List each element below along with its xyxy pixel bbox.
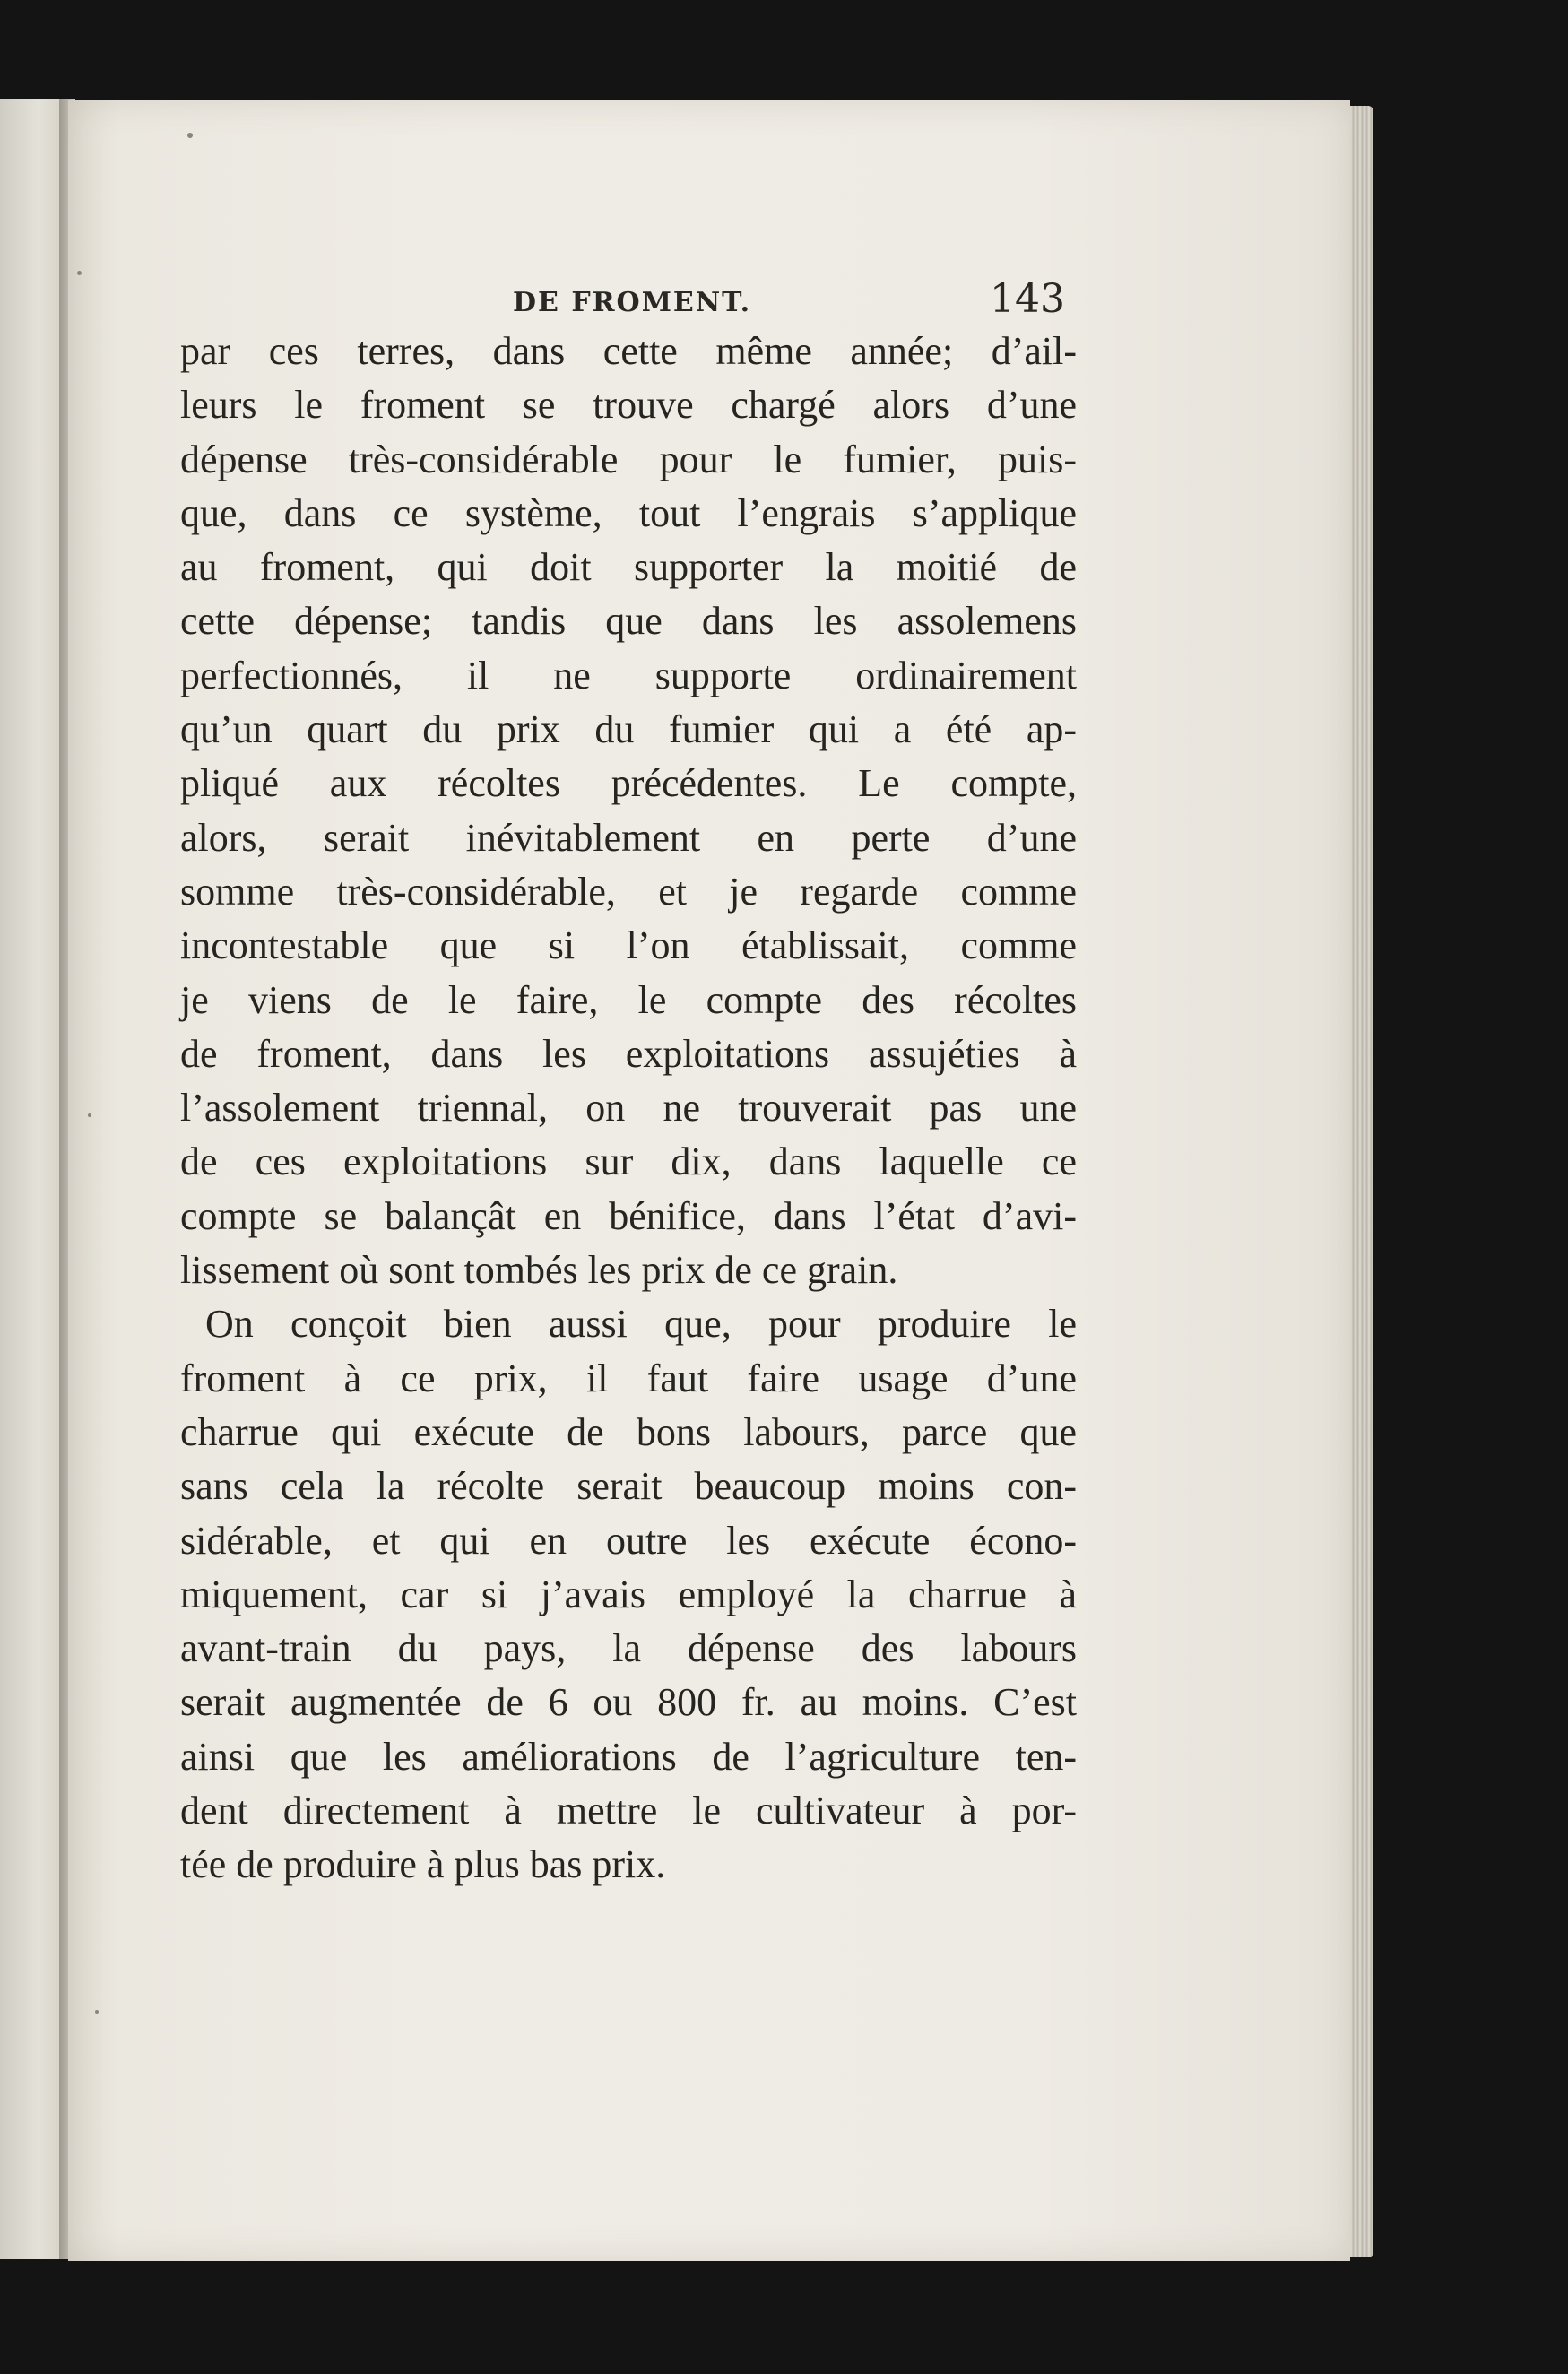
paper-speck bbox=[95, 2010, 99, 2014]
paper-speck bbox=[187, 133, 193, 138]
text-line: compte se balançât en bénifice, dans l’état d’avi- bbox=[180, 1193, 1077, 1238]
paper-speck bbox=[77, 271, 82, 275]
running-head bbox=[68, 276, 1350, 330]
text-line: avant-train du pays, la dépense des labours bbox=[180, 1626, 1077, 1671]
text-line: de ces exploitations sur dix, dans laquelle ce bbox=[180, 1139, 1077, 1184]
text-line: perfectionnés, il ne supporte ordinairement bbox=[180, 653, 1077, 697]
text-line: sidérable, et qui en outre les exécute écono- bbox=[180, 1518, 1077, 1563]
paragraph-end-line: tée de produire à plus bas prix. bbox=[180, 1842, 666, 1887]
paper-speck bbox=[88, 1113, 91, 1117]
facing-page-edge bbox=[0, 99, 66, 2259]
text-line: alors, serait inévitablement en perte d’une bbox=[180, 815, 1077, 860]
text-line: sans cela la récolte serait beaucoup moins con- bbox=[180, 1464, 1077, 1509]
text-line: qu’un quart du prix du fumier qui a été ap- bbox=[180, 707, 1077, 752]
text-line: cette dépense; tandis que dans les assolemens bbox=[180, 599, 1077, 644]
text-line: au froment, qui doit supporter la moitié de bbox=[180, 545, 1077, 590]
paragraph-start-line: On conçoit bien aussi que, pour produire le bbox=[205, 1302, 1077, 1347]
page-number: 143 bbox=[990, 276, 1065, 322]
text-line: dépense très-considérable pour le fumier, puis- bbox=[180, 437, 1077, 481]
running-head-title: DE FROMENT. bbox=[513, 287, 752, 318]
text-line: somme très-considérable, et je regarde comme bbox=[180, 869, 1077, 914]
text-line: miquement, car si j’avais employé la charrue à bbox=[180, 1572, 1077, 1616]
text-line: leurs le froment se trouve chargé alors d’une bbox=[180, 383, 1077, 428]
book-page bbox=[68, 100, 1350, 2261]
text-line: de froment, dans les exploitations assujéties à bbox=[180, 1031, 1077, 1076]
text-line: par ces terres, dans cette même année; d’ail- bbox=[180, 329, 1077, 373]
body-text bbox=[180, 325, 1077, 1893]
text-line: charrue qui exécute de bons labours, parce que bbox=[180, 1409, 1077, 1454]
text-line: serait augmentée de 6 ou 800 fr. au moins. C’est bbox=[180, 1680, 1077, 1725]
text-line: que, dans ce système, tout l’engrais s’applique bbox=[180, 490, 1077, 535]
text-line: ainsi que les améliorations de l’agriculture ten- bbox=[180, 1734, 1077, 1779]
text-line: incontestable que si l’on établissait, comme bbox=[180, 923, 1077, 968]
text-line: pliqué aux récoltes précédentes. Le compte, bbox=[180, 761, 1077, 806]
text-line: dent directement à mettre le cultivateur à por- bbox=[180, 1789, 1077, 1833]
text-line: je viens de le faire, le compte des récoltes bbox=[180, 977, 1077, 1022]
text-line: l’assolement triennal, on ne trouverait pas une bbox=[180, 1086, 1077, 1131]
text-line: froment à ce prix, il faut faire usage d’une bbox=[180, 1356, 1077, 1400]
paragraph-end-line: lissement où sont tombés les prix de ce grain. bbox=[180, 1248, 898, 1293]
